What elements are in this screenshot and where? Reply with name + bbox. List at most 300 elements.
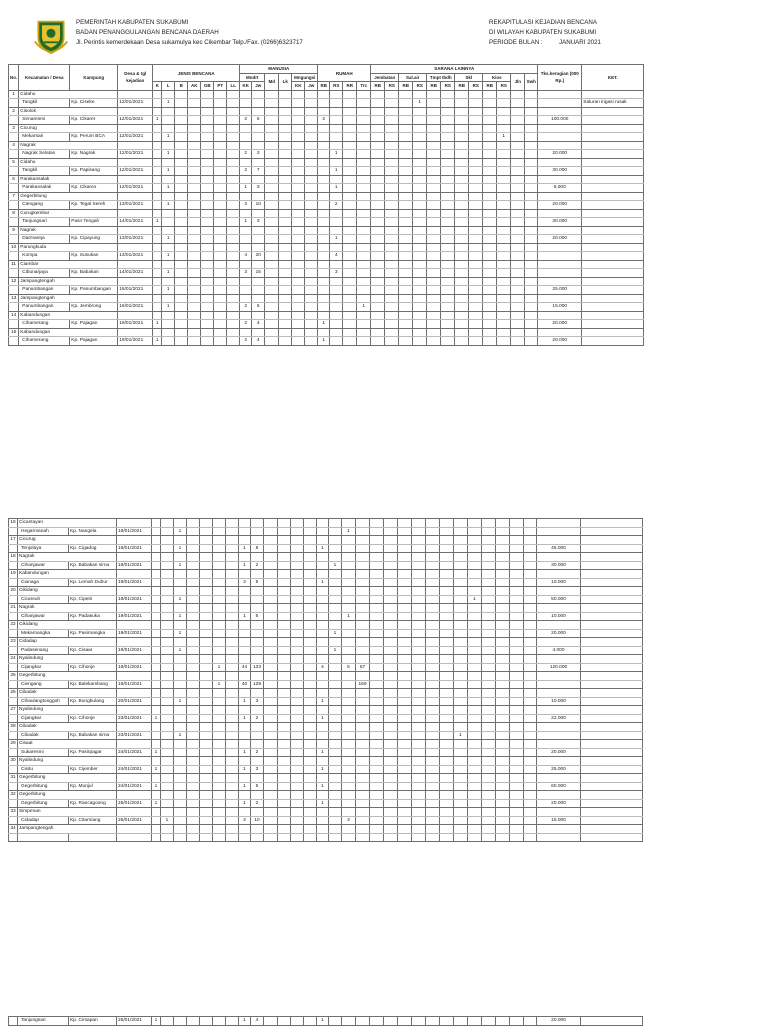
- empty-cell: [524, 808, 537, 817]
- cell-trc: [356, 544, 370, 553]
- cell-jln: [510, 748, 524, 757]
- empty-cell: [161, 638, 174, 647]
- empty-cell: [581, 757, 643, 766]
- empty-cell: [152, 604, 161, 613]
- cell-tm-rb: [426, 697, 440, 706]
- cell-md: [265, 133, 279, 142]
- kecamatan-name: Nagrak: [18, 604, 117, 613]
- empty-cell: [356, 774, 370, 783]
- cell-mk: [292, 167, 305, 176]
- empty-cell: [214, 158, 227, 167]
- cell-rr: [343, 167, 357, 176]
- empty-cell: [356, 587, 370, 596]
- cell-skl-rs: [469, 303, 483, 312]
- cell-skl-rs: [468, 629, 482, 638]
- empty-cell: [240, 124, 252, 133]
- empty-cell: [227, 107, 240, 116]
- cell-desa: Sirnaresmi: [19, 116, 70, 125]
- cell-B: 1: [174, 629, 187, 638]
- empty-cell: [317, 553, 329, 562]
- cell-GB: [200, 765, 213, 774]
- cell-lk: [278, 731, 291, 740]
- cell-trc: [357, 269, 371, 278]
- cell-tgl: 19/01/2021: [117, 663, 152, 672]
- kecamatan-name: Cibadak: [18, 689, 117, 698]
- cell-jln: [510, 646, 524, 655]
- empty-cell: [152, 672, 161, 681]
- empty-cell: [483, 328, 497, 337]
- cell-skl-rs: [469, 201, 483, 210]
- cell-AK: [188, 303, 201, 312]
- cell-jb-rs: [384, 544, 398, 553]
- row-number: [9, 99, 19, 108]
- cell-rb: [318, 286, 330, 295]
- cell-L: [161, 697, 174, 706]
- empty-cell: [118, 243, 153, 252]
- cell-K: [152, 663, 161, 672]
- cell-tm-rb: [427, 184, 441, 193]
- empty-cell: [537, 604, 581, 613]
- cell-salair-rs: [412, 731, 426, 740]
- empty-cell: [188, 260, 201, 269]
- cell-kk: 1: [239, 1017, 251, 1026]
- kecamatan-row: [9, 192, 644, 201]
- empty-cell: [187, 706, 200, 715]
- cell-salair-rs: [413, 320, 427, 329]
- cell-rs: [329, 714, 342, 723]
- empty-cell: [510, 553, 524, 562]
- cell-K: [153, 303, 162, 312]
- cell-rugi: 30.000: [538, 218, 582, 227]
- cell-K: 1: [152, 782, 161, 791]
- empty-cell: [384, 604, 398, 613]
- empty-cell: [162, 311, 175, 320]
- empty-cell: [278, 774, 291, 783]
- kecamatan-name: Cibadak: [18, 723, 117, 732]
- empty-cell: [413, 311, 427, 320]
- col-mndrt: Mndrt: [240, 73, 265, 82]
- col-jln: Jln: [511, 73, 525, 90]
- cell-swh: [525, 320, 538, 329]
- cell-AK: [187, 833, 200, 842]
- cell-swh: [525, 201, 538, 210]
- cell-kios-rs: [496, 544, 510, 553]
- kecamatan-row: [9, 638, 643, 647]
- cell-skl-rb: [455, 286, 469, 295]
- empty-cell: [265, 243, 279, 252]
- empty-cell: [162, 175, 175, 184]
- cell-jw: [251, 731, 264, 740]
- cell-GB: [200, 629, 213, 638]
- empty-cell: [538, 328, 582, 337]
- empty-cell: [581, 740, 643, 749]
- cell-rr: 3: [342, 816, 356, 825]
- empty-cell: [371, 226, 385, 235]
- cell-LL: [227, 99, 240, 108]
- cell-GB: [200, 816, 213, 825]
- cell-B: 1: [174, 697, 187, 706]
- cell-salair-rb: [398, 544, 412, 553]
- empty-cell: [213, 825, 226, 834]
- empty-cell: [496, 808, 510, 817]
- cell-rb: [318, 218, 330, 227]
- empty-cell: [187, 723, 200, 732]
- empty-cell: [291, 570, 304, 579]
- empty-cell: [240, 141, 252, 150]
- cell-tm-rs: [440, 833, 454, 842]
- empty-cell: [370, 638, 384, 647]
- cell-jb-rb: [370, 646, 384, 655]
- cell-AK: [187, 629, 200, 638]
- cell-jln: [511, 133, 525, 142]
- cell-jw: [252, 286, 265, 295]
- cell-rb: 1: [317, 765, 329, 774]
- cell-tm-rb: [427, 252, 441, 261]
- empty-cell: [371, 294, 385, 303]
- empty-cell: [468, 536, 482, 545]
- cell-PT: [213, 714, 226, 723]
- cell-jln: [510, 782, 524, 791]
- kecamatan-name: Parungkuda: [19, 243, 118, 252]
- cell-rugi: 25.000: [537, 765, 581, 774]
- empty-cell: [188, 311, 201, 320]
- cell-salair-rb: [398, 561, 412, 570]
- cell-jb-rs: [385, 133, 399, 142]
- cell-tm-rb: [427, 269, 441, 278]
- cell-ket: [581, 816, 643, 825]
- table-row: [9, 578, 643, 587]
- cell-rs: [329, 544, 342, 553]
- cell-K: 1: [152, 748, 161, 757]
- cell-tm-rb: [426, 833, 440, 842]
- empty-cell: [264, 553, 278, 562]
- empty-cell: [291, 757, 304, 766]
- empty-cell: [292, 175, 305, 184]
- empty-cell: [511, 107, 525, 116]
- empty-cell: [175, 175, 188, 184]
- cell-kk: 44: [239, 663, 251, 672]
- empty-cell: [188, 226, 201, 235]
- empty-cell: [161, 570, 174, 579]
- empty-cell: [304, 740, 317, 749]
- cell-trc: 169: [356, 680, 370, 689]
- cell-trc: [357, 320, 371, 329]
- cell-PT: [214, 184, 227, 193]
- cell-GB: [200, 731, 213, 740]
- empty-cell: [318, 243, 330, 252]
- empty-cell: [524, 723, 537, 732]
- row-number: 2: [9, 107, 19, 116]
- cell-jb-rs: [385, 201, 399, 210]
- row-number: [9, 116, 19, 125]
- empty-cell: [538, 311, 582, 320]
- cell-rs: [329, 595, 342, 604]
- empty-cell: [426, 706, 440, 715]
- cell-rugi: [538, 269, 582, 278]
- cell-md: [265, 320, 279, 329]
- cell-jw: [252, 133, 265, 142]
- cell-jb-rs: [385, 303, 399, 312]
- kecamatan-name: Nagrak: [19, 226, 118, 235]
- table-body: [9, 90, 644, 345]
- cell-B: [174, 714, 187, 723]
- empty-cell: [483, 90, 497, 99]
- kecamatan-name: Gegerbitung: [18, 791, 117, 800]
- empty-cell: [537, 655, 581, 664]
- empty-cell: [226, 689, 239, 698]
- empty-cell: [117, 740, 152, 749]
- empty-cell: [264, 706, 278, 715]
- empty-cell: [251, 570, 264, 579]
- empty-cell: [330, 294, 343, 303]
- empty-cell: [226, 570, 239, 579]
- empty-cell: [441, 192, 455, 201]
- empty-cell: [497, 124, 511, 133]
- disaster-table-page-3: [8, 1016, 643, 1026]
- cell-K: [152, 833, 161, 842]
- cell-kampung: [69, 833, 117, 842]
- cell-tgl: 19/01/2021: [117, 646, 152, 655]
- table-row: [9, 320, 644, 329]
- cell-salair-rs: [412, 646, 426, 655]
- empty-cell: [582, 277, 644, 286]
- cell-tm-rb: [427, 116, 441, 125]
- table-row: [9, 595, 643, 604]
- cell-GB: [201, 99, 214, 108]
- empty-cell: [370, 808, 384, 817]
- cell-mk: [291, 663, 304, 672]
- empty-cell: [356, 604, 370, 613]
- empty-cell: [251, 723, 264, 732]
- empty-cell: [188, 328, 201, 337]
- empty-cell: [213, 757, 226, 766]
- empty-cell: [153, 311, 162, 320]
- empty-cell: [305, 124, 318, 133]
- empty-cell: [264, 791, 278, 800]
- cell-trc: [356, 629, 370, 638]
- cell-swh: [525, 116, 538, 125]
- empty-cell: [226, 808, 239, 817]
- cell-rb: 1: [317, 697, 329, 706]
- empty-cell: [318, 209, 330, 218]
- empty-cell: [162, 328, 175, 337]
- empty-cell: [581, 604, 643, 613]
- empty-cell: [427, 158, 441, 167]
- empty-cell: [162, 277, 175, 286]
- empty-cell: [426, 655, 440, 664]
- empty-cell: [454, 706, 468, 715]
- cell-salair-rs: [412, 697, 426, 706]
- cell-LL: [227, 269, 240, 278]
- cell-rugi: 20.000: [538, 235, 582, 244]
- row-number: [9, 320, 19, 329]
- cell-rs: [330, 99, 343, 108]
- cell-LL: [227, 303, 240, 312]
- empty-cell: [174, 757, 187, 766]
- empty-cell: [152, 808, 161, 817]
- table-row: [9, 99, 644, 108]
- cell-tgl: 12/01/2021: [118, 150, 153, 159]
- empty-cell: [454, 672, 468, 681]
- empty-cell: [510, 825, 524, 834]
- empty-cell: [454, 757, 468, 766]
- cell-rugi: 15.000: [537, 816, 581, 825]
- empty-cell: [279, 141, 292, 150]
- cell-lk: [279, 150, 292, 159]
- empty-cell: [227, 141, 240, 150]
- cell-kk: 3: [240, 269, 252, 278]
- empty-cell: [413, 260, 427, 269]
- cell-ket: [582, 252, 644, 261]
- empty-cell: [117, 604, 152, 613]
- cell-LL: [226, 663, 239, 672]
- empty-cell: [201, 90, 214, 99]
- cell-tgl: 23/01/2021: [117, 714, 152, 723]
- empty-cell: [582, 226, 644, 235]
- kecamatan-name: Jampangtengah: [19, 294, 118, 303]
- empty-cell: [482, 655, 496, 664]
- cell-rugi: 5.000: [538, 184, 582, 193]
- cell-B: [174, 782, 187, 791]
- cell-ket: [581, 663, 643, 672]
- empty-cell: [356, 570, 370, 579]
- empty-cell: [305, 226, 318, 235]
- cell-jln: [511, 184, 525, 193]
- row-number: 19: [10, 571, 16, 577]
- empty-cell: [117, 706, 152, 715]
- empty-cell: [265, 226, 279, 235]
- cell-salair-rb: [399, 235, 413, 244]
- table-row: [9, 680, 643, 689]
- empty-cell: [483, 209, 497, 218]
- cell-swh: [524, 612, 537, 621]
- kecamatan-row: [9, 553, 643, 562]
- empty-cell: [399, 226, 413, 235]
- empty-cell: [454, 655, 468, 664]
- cell-kampung: Kp. Rancagoong: [69, 799, 117, 808]
- empty-cell: [399, 294, 413, 303]
- empty-cell: [153, 141, 162, 150]
- cell-LL: [227, 252, 240, 261]
- empty-cell: [118, 260, 153, 269]
- empty-cell: [264, 672, 278, 681]
- empty-cell: [174, 570, 187, 579]
- cell-tgl: 19/01/2021: [117, 527, 152, 536]
- cell-kios-rb: [482, 527, 496, 536]
- empty-cell: [305, 243, 318, 252]
- cell-rb: 1: [318, 337, 330, 346]
- cell-rs: [330, 133, 343, 142]
- col-mngungsi-jw: Jw: [305, 82, 318, 91]
- empty-cell: [175, 141, 188, 150]
- empty-cell: [469, 328, 483, 337]
- cell-jb-rb: [370, 544, 384, 553]
- empty-cell: [357, 209, 371, 218]
- cell-rr: [343, 218, 357, 227]
- table-row: [9, 731, 643, 740]
- kecamatan-name: Cidahu: [19, 90, 118, 99]
- cell-kampung: Kp. Panumbangan: [70, 286, 118, 295]
- cell-jb-rb: [370, 663, 384, 672]
- col-kios-rs: RS: [497, 82, 511, 91]
- cell-PT: 1: [213, 680, 226, 689]
- cell-kios-rb: [483, 269, 497, 278]
- cell-md: [264, 748, 278, 757]
- cell-jw: 4: [251, 1017, 264, 1026]
- cell-rs: [329, 799, 342, 808]
- kecamatan-name: Cicurug: [18, 536, 117, 545]
- period-label: PERIODE BULAN :: [489, 39, 543, 46]
- cell-trc: [356, 595, 370, 604]
- cell-tm-rs: [440, 731, 454, 740]
- cell-L: 1: [162, 167, 175, 176]
- empty-cell: [426, 519, 440, 528]
- cell-skl-rs: [469, 150, 483, 159]
- cell-kios-rs: [497, 286, 511, 295]
- cell-tgl: 19/01/2021: [117, 680, 152, 689]
- empty-cell: [304, 536, 317, 545]
- empty-cell: [117, 808, 152, 817]
- empty-cell: [264, 740, 278, 749]
- cell-B: [175, 235, 188, 244]
- empty-cell: [496, 536, 510, 545]
- empty-cell: [497, 90, 511, 99]
- empty-cell: [291, 723, 304, 732]
- cell-jln: [510, 714, 524, 723]
- empty-cell: [251, 757, 264, 766]
- cell-jb-rb: [371, 337, 385, 346]
- empty-cell: [384, 672, 398, 681]
- empty-cell: [117, 672, 152, 681]
- empty-cell: [441, 158, 455, 167]
- empty-cell: [305, 260, 318, 269]
- empty-cell: [200, 808, 213, 817]
- cell-desa: Tanjungsari: [19, 218, 70, 227]
- empty-cell: [511, 124, 525, 133]
- empty-cell: [213, 740, 226, 749]
- empty-cell: [161, 723, 174, 732]
- cell-jln: [511, 337, 525, 346]
- empty-cell: [525, 260, 538, 269]
- empty-cell: [118, 141, 153, 150]
- kecamatan-row: [9, 209, 644, 218]
- cell-skl-rb: [454, 561, 468, 570]
- cell-jw: 20: [252, 252, 265, 261]
- cell-LL: [226, 799, 239, 808]
- cell-lk: [279, 320, 292, 329]
- cell-swh: [524, 833, 537, 842]
- row-number: [9, 646, 18, 655]
- cell-rr: [342, 544, 356, 553]
- empty-cell: [152, 570, 161, 579]
- empty-cell: [265, 328, 279, 337]
- empty-cell: [370, 689, 384, 698]
- empty-cell: [201, 226, 214, 235]
- empty-cell: [252, 328, 265, 337]
- kecamatan-row: [9, 311, 644, 320]
- empty-cell: [162, 260, 175, 269]
- cell-tgl: 19/01/2021: [118, 337, 153, 346]
- empty-cell: [496, 519, 510, 528]
- cell-rb: [318, 269, 330, 278]
- cell-salair-rs: 1: [413, 99, 427, 108]
- cell-skl-rs: [469, 320, 483, 329]
- cell-LL: [226, 527, 239, 536]
- empty-cell: [264, 519, 278, 528]
- cell-GB: [200, 527, 213, 536]
- empty-cell: [496, 604, 510, 613]
- cell-kios-rb: [482, 833, 496, 842]
